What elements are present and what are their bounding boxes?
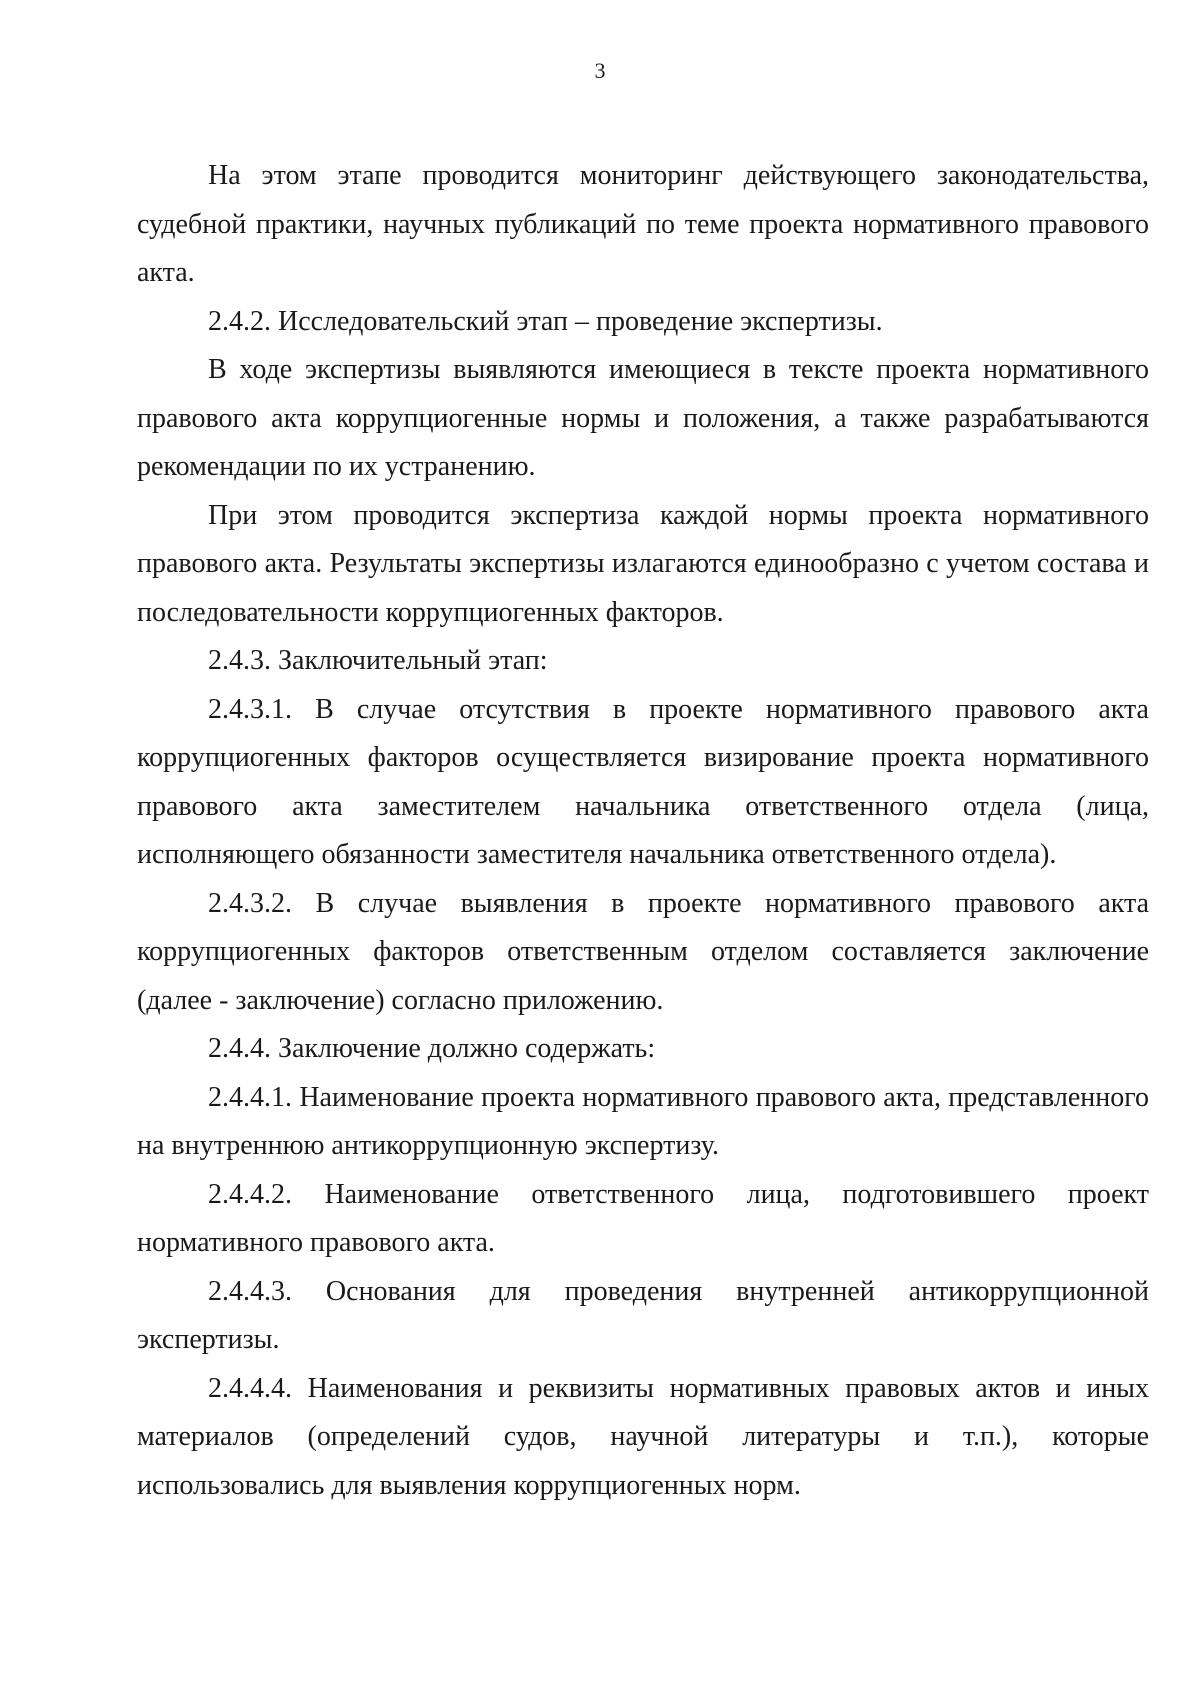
paragraph-2-4-4-2: 2.4.4.2. Наименование ответственного лица, подготовившего проект нормативного правового акта. [137, 1178, 1149, 1258]
paragraph-2-4-4-1: 2.4.4.1. Наименование проекта нормативного правового акта, представленного на внутреннюю антикоррупционную экспертизу. [137, 1081, 1149, 1161]
paragraph-expertise-results: При этом проводится экспертиза каждой нормы проекта нормативного правового акта. Результаты экспертизы излагаются единообразно с учетом состава и последовательности коррупциогенных факторов. [137, 499, 1149, 628]
paragraph-2-4-3-1: 2.4.3.1. В случае отсутствия в проекте нормативного правового акта коррупциогенных факторов осуществляется визирование проекта нормативного правового акта заместителем начальника ответственного отдела (лица, исполняющего обязанности заместителя начальника ответственного отдела). [137, 693, 1149, 870]
paragraph-expertise-process: В ходе экспертизы выявляются имеющиеся в тексте проекта нормативного правового акта коррупциогенные нормы и положения, а также разрабатываются рекомендации по их устранению. [137, 354, 1149, 482]
paragraph-2-4-4-4: 2.4.4.4. Наименования и реквизиты нормативных правовых актов и иных материалов (определений судов, научной литературы и т.п.), которые использовались для выявления коррупциогенных норм. [137, 1372, 1149, 1501]
paragraph-2-4-3: 2.4.3. Заключительный этап: [208, 645, 548, 676]
paragraph-2-4-2: 2.4.2. Исследовательский этап – проведение экспертизы. [208, 305, 883, 337]
paragraph-monitoring: На этом этапе проводится мониторинг действующего законодательства, судебной практики, научных публикаций по теме проекта нормативного правового акта. [137, 160, 1149, 288]
paragraph-2-4-4: 2.4.4. Заключение должно содержать: [208, 1033, 656, 1064]
page-number: 3 [594, 58, 606, 83]
paragraph-2-4-4-3: 2.4.4.3. Основания для проведения внутренней антикоррупционной экспертизы. [137, 1275, 1149, 1355]
document-body [137, 152, 1149, 1510]
paragraph-2-4-3-2: 2.4.3.2. В случае выявления в проекте нормативного правового акта коррупциогенных факторов ответственным отделом составляется заключение (далее - заключение) согласно приложению. [137, 887, 1149, 1016]
